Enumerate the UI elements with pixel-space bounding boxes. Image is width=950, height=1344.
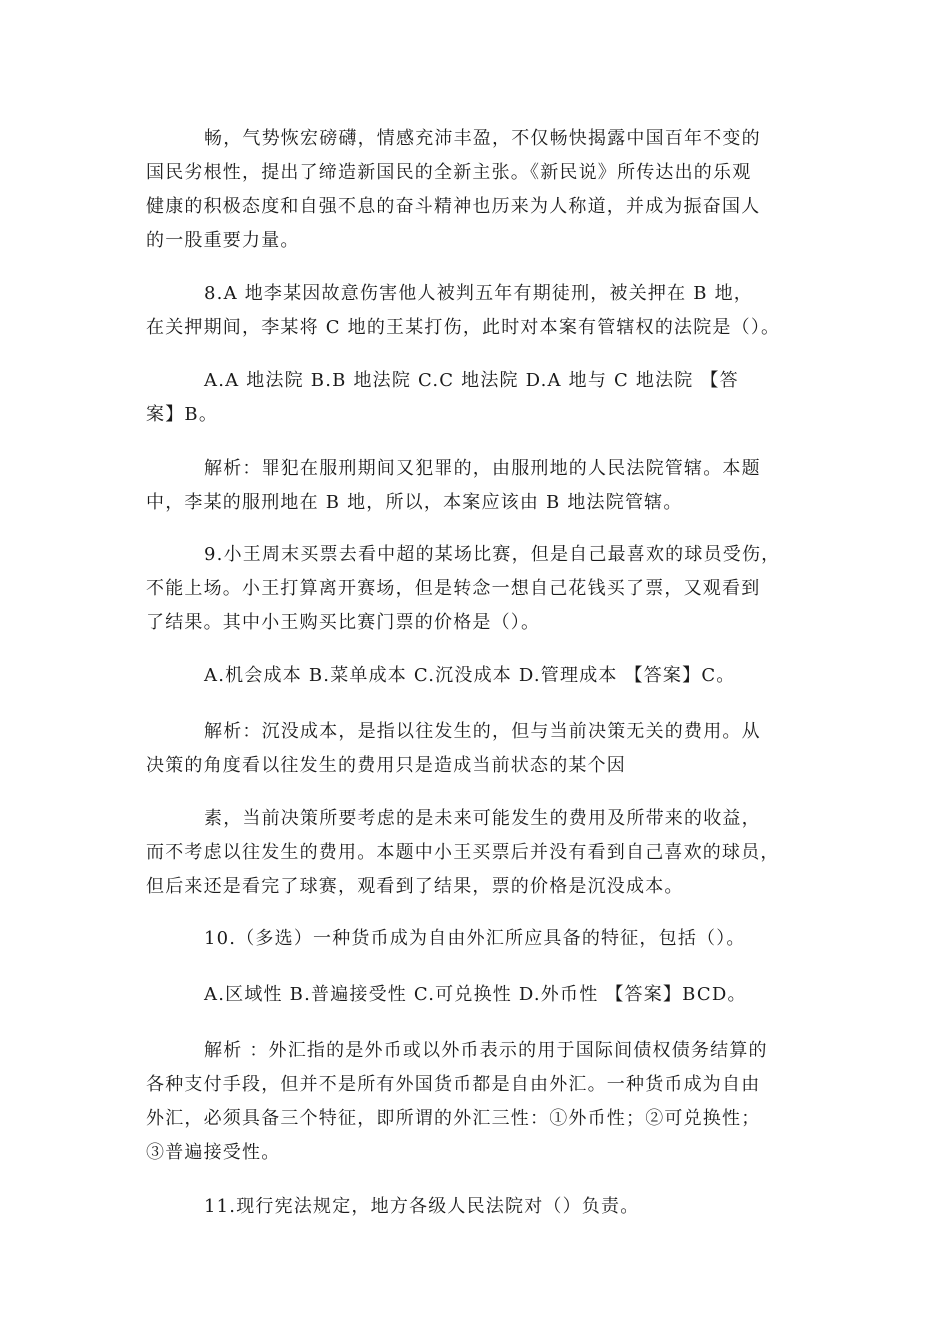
question-10-options [146, 978, 806, 1012]
text-line: ③普遍接受性。 [146, 1142, 281, 1163]
question-8-options [146, 364, 806, 432]
text-line: 10.（多选）一种货币成为自由外汇所应具备的特征，包括（）。 [204, 928, 746, 949]
text-line: 健康的积极态度和自强不息的奋斗精神也历来为人称道，并成为振奋国人 [146, 196, 761, 217]
question-9-analysis-part2 [146, 802, 806, 904]
text-line: 11.现行宪法规定，地方各级人民法院对（）负责。 [204, 1196, 640, 1217]
text-line: 在关押期间，李某将 C 地的王某打伤，此时对本案有管辖权的法院是（）。 [146, 317, 781, 338]
text-line: A.区域性 B.普遍接受性 C.可兑换性 D.外币性 【答案】BCD。 [204, 984, 747, 1005]
question-8 [146, 277, 806, 345]
text-line: A.机会成本 B.菜单成本 C.沉没成本 D.管理成本 【答案】C。 [204, 665, 736, 686]
question-11 [146, 1190, 806, 1224]
text-line: 解析 ：外汇指的是外币或以外币表示的用于国际间债权债务结算的 [204, 1040, 768, 1061]
text-line: 9.小王周末买票去看中超的某场比赛，但是自己最喜欢的球员受伤， [204, 544, 781, 565]
question-9-analysis-part1 [146, 715, 806, 783]
text-line: 中，李某的服刑地在 B 地，所以，本案应该由 B 地法院管辖。 [146, 492, 683, 513]
text-line: 但后来还是看完了球赛，观看到了结果，票的价格是沉没成本。 [146, 876, 684, 897]
text-line: 的一股重要力量。 [146, 230, 300, 251]
text-line: 不能上场。小王打算离开赛场，但是转念一想自己花钱买了票，又观看到 [146, 578, 761, 599]
text-line: 外汇，必须具备三个特征，即所谓的外汇三性：①外币性；②可兑换性； [146, 1108, 761, 1129]
text-line: A.A 地法院 B.B 地法院 C.C 地法院 D.A 地与 C 地法院 【答 [204, 370, 739, 391]
question-8-analysis [146, 452, 806, 520]
text-line: 各种支付手段，但并不是所有外国货币都是自由外汇。一种货币成为自由 [146, 1074, 761, 1095]
text-line: 决策的角度看以往发生的费用只是造成当前状态的某个因 [146, 755, 626, 776]
paragraph-xinminshuo [146, 122, 806, 258]
text-line: 案】B。 [146, 404, 219, 425]
question-10-analysis [146, 1034, 806, 1170]
question-9 [146, 538, 806, 640]
text-line: 解析：沉没成本，是指以往发生的，但与当前决策无关的费用。从 [204, 721, 761, 742]
question-10 [146, 922, 806, 956]
text-line: 而不考虑以往发生的费用。本题中小王买票后并没有看到自己喜欢的球员， [146, 842, 780, 863]
text-line: 了结果。其中小王购买比赛门票的价格是（）。 [146, 612, 541, 633]
text-line: 解析：罪犯在服刑期间又犯罪的，由服刑地的人民法院管辖。本题 [204, 458, 761, 479]
text-line: 畅，气势恢宏磅礴，情感充沛丰盈，不仅畅快揭露中国百年不变的 [204, 128, 761, 149]
text-line: 素，当前决策所要考虑的是未来可能发生的费用及所带来的收益， [204, 808, 761, 829]
question-9-options [146, 659, 806, 693]
text-line: 8.A 地李某因故意伤害他人被判五年有期徒刑，被关押在 B 地， [204, 283, 753, 304]
text-line: 国民劣根性，提出了缔造新国民的全新主张。《新民说》所传达出的乐观 [146, 162, 752, 183]
